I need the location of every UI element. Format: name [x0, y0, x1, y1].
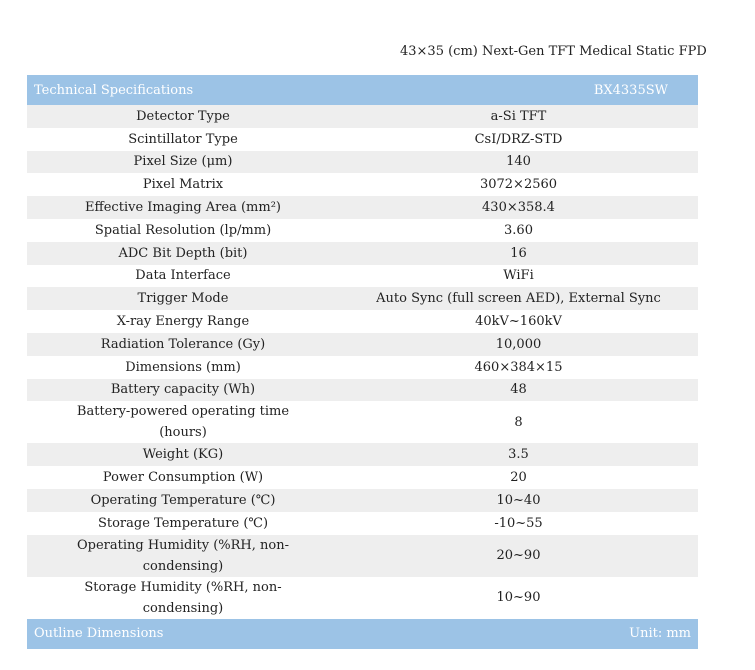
spec-header-band [27, 75, 698, 105]
spec-row [27, 128, 698, 151]
spec-value: 430×358.4 [339, 196, 698, 219]
spec-row [27, 151, 698, 174]
spec-value: 3072×2560 [479, 177, 558, 193]
spec-value: 140 [339, 151, 698, 174]
outline-header-band [27, 619, 698, 649]
spec-value: 3.5 [339, 443, 698, 466]
spec-row [27, 443, 698, 466]
spec-label: Operating Humidity (%RH, non-condensing) [27, 535, 339, 577]
spec-row [27, 333, 698, 356]
spec-label: Weight (KG) [27, 443, 339, 466]
spec-row [27, 512, 698, 535]
spec-label: Battery-powered operating time (hours) [76, 404, 290, 441]
spec-label: Spatial Resolution (lp/mm) [94, 222, 272, 238]
spec-row [27, 242, 698, 265]
spec-value: a-Si TFT [339, 105, 698, 128]
spec-label: Operating Temperature (℃) [27, 489, 339, 512]
spec-label: Detector Type [27, 105, 339, 128]
spec-value: 20~90 [339, 535, 698, 577]
spec-value: WiFi [503, 268, 534, 284]
spec-value: 10~90 [496, 590, 541, 606]
spec-value: 16 [339, 242, 698, 265]
unit-label: Unit: mm [339, 619, 698, 649]
outline-section-title: Outline Dimensions [27, 619, 339, 649]
spec-label: Scintillator Type [128, 131, 238, 147]
spec-row [27, 401, 698, 443]
spec-table [27, 75, 698, 649]
spec-row [27, 105, 698, 128]
section-title: Technical Specifications [27, 75, 339, 105]
spec-label: Storage Humidity (%RH, non-condensing) [84, 579, 282, 616]
spec-label: Data Interface [135, 268, 231, 284]
spec-row [27, 535, 698, 577]
spec-value: 3.60 [504, 222, 533, 238]
spec-row [27, 265, 698, 288]
spec-value: 48 [339, 379, 698, 402]
spec-row [27, 173, 698, 196]
spec-row [27, 466, 698, 489]
spec-value: 10,000 [339, 333, 698, 356]
spec-value: CsI/DRZ-STD [474, 131, 563, 147]
spec-label: Power Consumption (W) [102, 470, 264, 486]
spec-label: Pixel Size (μm) [27, 151, 339, 174]
spec-label: Storage Temperature (℃) [97, 515, 269, 531]
product-title: 43×35 (cm) Next-Gen TFT Medical Static FPD [400, 44, 707, 59]
spec-row [27, 219, 698, 242]
model-number: BX4335SW [339, 75, 698, 105]
spec-row [27, 577, 698, 619]
spec-value: -10~55 [494, 515, 543, 531]
spec-row [27, 196, 698, 219]
spec-row [27, 287, 698, 310]
spec-label: Effective Imaging Area (mm²) [27, 196, 339, 219]
spec-label: Radiation Tolerance (Gy) [27, 333, 339, 356]
spec-label: Dimensions (mm) [125, 359, 241, 375]
spec-value: Auto Sync (full screen AED), External Sync [339, 287, 698, 310]
spec-value: 8 [514, 414, 523, 430]
spec-label: Pixel Matrix [142, 177, 224, 193]
spec-label: Battery capacity (Wh) [27, 379, 339, 402]
spec-value: 460×384×15 [474, 359, 563, 375]
spec-label: Trigger Mode [27, 287, 339, 310]
spec-row [27, 379, 698, 402]
spec-label: ADC Bit Depth (bit) [27, 242, 339, 265]
spec-row [27, 310, 698, 333]
spec-row [27, 489, 698, 512]
spec-value: 40kV~160kV [475, 314, 562, 330]
spec-value: 10~40 [339, 489, 698, 512]
spec-row [27, 356, 698, 379]
spec-value: 20 [510, 470, 527, 486]
spec-label: X-ray Energy Range [116, 314, 250, 330]
